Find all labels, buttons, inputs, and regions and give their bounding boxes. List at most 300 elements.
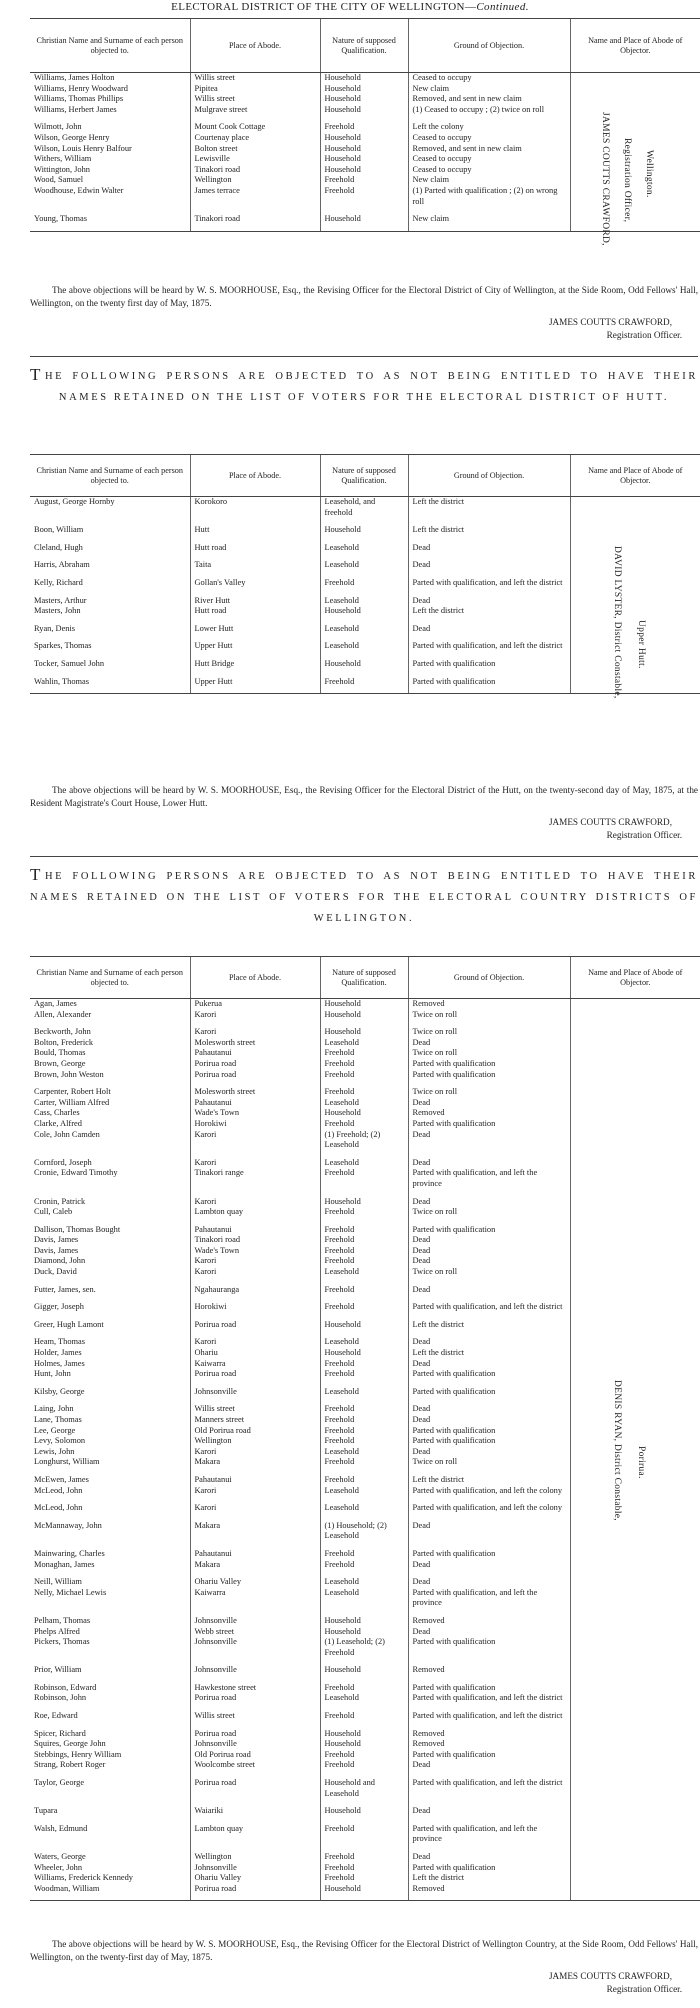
place-of-abode: Woolcombe street: [190, 1760, 320, 1771]
ground-of-objection: Twice on roll: [408, 1048, 570, 1059]
qualification: Household: [320, 1313, 408, 1331]
objector-cell: [570, 186, 700, 207]
objector-cell: [570, 1658, 700, 1676]
ground-of-objection: Parted with qualification, and left the colony: [408, 1496, 570, 1514]
hutt-signature-name: JAMES COUTTS CRAWFORD,: [548, 817, 672, 827]
col-header-ground: Ground of Objection.: [408, 957, 570, 999]
ground-of-objection: Dead: [408, 1415, 570, 1426]
ground-of-objection: Parted with qualification: [408, 670, 570, 694]
table-row: [30, 1468, 700, 1486]
qualification: Leasehold: [320, 1267, 408, 1278]
person-name: Heam, Thomas: [34, 1337, 86, 1347]
objector-cell: [570, 1048, 700, 1059]
ground-of-objection: Parted with qualification, and left the province: [408, 1817, 570, 1845]
qualification: Household: [320, 1348, 408, 1359]
ground-of-objection: Parted with qualification: [408, 1750, 570, 1761]
qualification: Household: [320, 94, 408, 105]
qualification: Freehold: [320, 1468, 408, 1486]
person-name: Pelham, Thomas: [34, 1615, 91, 1625]
place-of-abode: Gollan's Valley: [190, 571, 320, 589]
qualification: Household: [320, 1020, 408, 1038]
country-heading: [30, 866, 698, 929]
qualification: (1) Freehold; (2) Leasehold: [320, 1130, 408, 1151]
ground-of-objection: Dead: [408, 1560, 570, 1571]
objector-cell: [570, 1750, 700, 1761]
place-of-abode: Webb street: [190, 1627, 320, 1638]
objector-cell: [570, 1130, 700, 1151]
table-row: [30, 1457, 700, 1468]
hutt-objections-table: [30, 454, 700, 694]
ground-of-objection: Ceased to occupy: [408, 154, 570, 165]
place-of-abode: Willis street: [190, 94, 320, 105]
table-row: [30, 1059, 700, 1070]
objector-cell: [570, 1704, 700, 1722]
table-row: [30, 1048, 700, 1059]
place-of-abode: Pahautanui: [190, 1542, 320, 1560]
ground-of-objection: Dead: [408, 1627, 570, 1638]
objector-cell: [570, 1588, 700, 1609]
place-of-abode: Pahautanui: [190, 1098, 320, 1109]
ground-of-objection: Twice on roll: [408, 1010, 570, 1021]
objector-cell: [570, 1415, 700, 1426]
person-name: Williams, Thomas Phillips: [34, 94, 124, 104]
ground-of-objection: Dead: [408, 1246, 570, 1257]
place-of-abode: Hutt Bridge: [190, 652, 320, 670]
ground-of-objection: Parted with qualification, and left the district: [408, 571, 570, 589]
qualification: Leasehold: [320, 1693, 408, 1704]
ground-of-objection: Parted with qualification, and left the district: [408, 1771, 570, 1799]
table-row: [30, 1514, 700, 1542]
place-of-abode: Ngahauranga: [190, 1278, 320, 1296]
place-of-abode: Korokoro: [190, 497, 320, 519]
place-of-abode: Lower Hutt: [190, 617, 320, 635]
ground-of-objection: Parted with qualification: [408, 1380, 570, 1398]
table-row: [30, 1496, 700, 1514]
ground-of-objection: Dead: [408, 1570, 570, 1588]
place-of-abode: Makara: [190, 1560, 320, 1571]
person-name: Brown, George: [34, 1058, 86, 1068]
place-of-abode: Wade's Town: [190, 1108, 320, 1119]
place-of-abode: River Hutt: [190, 589, 320, 607]
objector-cell: [570, 1359, 700, 1370]
ground-of-objection: Parted with qualification, and left the district: [408, 1693, 570, 1704]
table-row: [30, 1426, 700, 1437]
ground-of-objection: Dead: [408, 1190, 570, 1208]
place-of-abode: Old Porirua road: [190, 1750, 320, 1761]
qualification: Freehold: [320, 670, 408, 694]
city-signature-title: Registration Officer.: [606, 330, 682, 340]
table-row: [30, 999, 700, 1010]
objector-cell: [570, 94, 700, 105]
ground-of-objection: Dead: [408, 617, 570, 635]
person-name: Allen, Alexander: [34, 1009, 92, 1019]
person-name: Wahlin, Thomas: [30, 670, 190, 694]
objector-cell: [570, 1627, 700, 1638]
objector-cell: [570, 165, 700, 176]
objector-cell: [570, 1380, 700, 1398]
ground-of-objection: Removed: [408, 1108, 570, 1119]
person-name: Cleland, Hugh: [34, 542, 83, 552]
person-name: Squires, George John: [34, 1739, 106, 1749]
table-row: [30, 1020, 700, 1038]
ground-of-objection: Removed, and sent in new claim: [408, 94, 570, 105]
objector-cell: [570, 1369, 700, 1380]
objector-cell: [570, 518, 700, 536]
qualification: Household: [320, 207, 408, 231]
table-row: [30, 1256, 700, 1267]
person-name: August, George Hornby: [34, 497, 115, 506]
objector-cell: [570, 1799, 700, 1817]
place-of-abode: Hawkestone street: [190, 1676, 320, 1694]
qualification: Leasehold: [320, 617, 408, 635]
table-row: [30, 1359, 700, 1370]
ground-of-objection: Removed: [408, 999, 570, 1010]
objector-cell: [570, 1739, 700, 1750]
place-of-abode: Karori: [190, 1010, 320, 1021]
qualification: Freehold: [320, 1070, 408, 1081]
country-signature-name: JAMES COUTTS CRAWFORD,: [548, 1971, 672, 1981]
objector-cell: [570, 1457, 700, 1468]
objector-cell: [570, 154, 700, 165]
table-row: [30, 1722, 700, 1740]
table-row: [30, 1108, 700, 1119]
person-name: Robinson, Edward: [34, 1682, 97, 1692]
objector-cell: [570, 1397, 700, 1415]
table-row: [30, 652, 700, 670]
objector-cell: [570, 144, 700, 155]
qualification: Leasehold: [320, 1570, 408, 1588]
qualification: Freehold: [320, 1119, 408, 1130]
col-header-abode: Place of Abode.: [190, 957, 320, 999]
qualification: Freehold: [320, 115, 408, 133]
person-name: Mainwaring, Charles: [34, 1548, 105, 1558]
person-name: Tocker, Samuel John: [34, 658, 105, 668]
table-row: [30, 1168, 700, 1189]
qualification: Freehold: [320, 1278, 408, 1296]
qualification: Household: [320, 999, 408, 1010]
place-of-abode: Pukerua: [190, 999, 320, 1010]
table-row: [30, 1348, 700, 1359]
person-name: Stebbings, Henry William: [34, 1749, 122, 1759]
objector-cell: [570, 115, 700, 133]
ground-of-objection: Parted with qualification, and left the district: [408, 1704, 570, 1722]
qualification: Freehold: [320, 1246, 408, 1257]
place-of-abode: Hutt: [190, 518, 320, 536]
place-of-abode: Johnsonville: [190, 1658, 320, 1676]
place-of-abode: Karori: [190, 1190, 320, 1208]
place-of-abode: Johnsonville: [190, 1863, 320, 1874]
qualification: Freehold: [320, 1235, 408, 1246]
table-row: [30, 670, 700, 694]
qualification: Household: [320, 1658, 408, 1676]
person-name: Levy, Solomon: [34, 1436, 86, 1446]
objector-cell: [570, 571, 700, 589]
section-divider: [30, 856, 698, 857]
table-row: [30, 1750, 700, 1761]
objector-cell: [570, 1168, 700, 1189]
ground-of-objection: Dead: [408, 1799, 570, 1817]
ground-of-objection: Parted with qualification: [408, 652, 570, 670]
ground-of-objection: Left the district: [408, 1313, 570, 1331]
qualification: Household and Leasehold: [320, 1771, 408, 1799]
qualification: Leasehold: [320, 1098, 408, 1109]
place-of-abode: Willis street: [190, 73, 320, 84]
ground-of-objection: Dead: [408, 1330, 570, 1348]
objector-cell: [570, 1207, 700, 1218]
ground-of-objection: Parted with qualification: [408, 1369, 570, 1380]
ground-of-objection: Twice on roll: [408, 1207, 570, 1218]
objector-cell: [570, 1570, 700, 1588]
ground-of-objection: Dead: [408, 536, 570, 554]
person-name: Neill, William: [34, 1577, 82, 1587]
qualification: Household: [320, 165, 408, 176]
ground-of-objection: Left the district: [408, 1468, 570, 1486]
col-header-objector: Name and Place of Abode of Objector.: [570, 455, 700, 497]
person-name: Williams, Frederick Kennedy: [34, 1873, 133, 1883]
table-row: [30, 94, 700, 105]
objector-cell: [570, 1609, 700, 1627]
person-name: Cornford, Joseph: [34, 1157, 92, 1167]
place-of-abode: Mount Cook Cottage: [190, 115, 320, 133]
person-name: Waters, George: [34, 1852, 86, 1861]
hutt-heading-text: HE FOLLOWING PERSONS ARE OBJECTED TO AS NOT BEING ENTITLED TO HAVE THEIR NAMES RETAINED ON THE LIST OF VOTERS FOR THE ELECTORAL DISTRICT OF HUTT.: [44, 371, 698, 403]
objector-cell: [570, 1468, 700, 1486]
person-name: Nelly, Michael Lewis: [34, 1587, 107, 1597]
ground-of-objection: Ceased to occupy: [408, 133, 570, 144]
person-name: Diamond, John: [34, 1256, 86, 1266]
ground-of-objection: Dead: [408, 1397, 570, 1415]
person-name: Williams, Henry Woodward: [34, 83, 128, 93]
table-row: [30, 1010, 700, 1021]
ground-of-objection: Dead: [408, 1130, 570, 1151]
col-header-ground: Ground of Objection.: [408, 19, 570, 73]
ground-of-objection: Removed, and sent in new claim: [408, 144, 570, 155]
objector-cell: [570, 497, 700, 519]
col-header-ground: Ground of Objection.: [408, 455, 570, 497]
objector-cell: [570, 1108, 700, 1119]
city-objector-name: JAMES COUTTS CRAWFORD,: [600, 112, 610, 246]
table-row: [30, 1588, 700, 1609]
person-name: Williams, James Holton: [34, 73, 115, 82]
col-header-name: Christian Name and Surname of each person objected to.: [30, 455, 190, 497]
col-header-objector: Name and Place of Abode of Objector.: [570, 19, 700, 73]
person-name: McEwen, James: [34, 1474, 89, 1484]
objector-cell: [570, 1256, 700, 1267]
hutt-signature: [548, 816, 682, 842]
objector-cell: [570, 1693, 700, 1704]
table-row: [30, 1098, 700, 1109]
table-row: [30, 1863, 700, 1874]
qualification: Freehold: [320, 1750, 408, 1761]
table-row: [30, 1190, 700, 1208]
person-name: Beckworth, John: [34, 1027, 91, 1037]
qualification: Freehold: [320, 1457, 408, 1468]
ground-of-objection: Parted with qualification: [408, 1119, 570, 1130]
place-of-abode: Ohariu Valley: [190, 1873, 320, 1884]
objector-cell: [570, 1863, 700, 1874]
objector-cell: [570, 1330, 700, 1348]
ground-of-objection: Left the district: [408, 1348, 570, 1359]
person-name: Wilson, George Henry: [34, 132, 110, 142]
hutt-heading: [30, 366, 698, 408]
person-name: Lane, Thomas: [34, 1415, 82, 1424]
qualification: Household: [320, 1884, 408, 1901]
ground-of-objection: Twice on roll: [408, 1457, 570, 1468]
city-signature-name: JAMES COUTTS CRAWFORD,: [548, 317, 672, 327]
place-of-abode: Willis street: [190, 1397, 320, 1415]
table-row: [30, 1070, 700, 1081]
person-name: Withers, William: [34, 154, 92, 164]
person-name: Walsh, Edmund: [34, 1823, 88, 1833]
ground-of-objection: Dead: [408, 1359, 570, 1370]
person-name: Wood, Samuel: [34, 175, 84, 185]
place-of-abode: Courtenay place: [190, 133, 320, 144]
objector-cell: [570, 1313, 700, 1331]
table-row: [30, 634, 700, 652]
qualification: Household: [320, 154, 408, 165]
person-name: Prior, William: [34, 1665, 82, 1675]
table-row: [30, 1486, 700, 1497]
qualification: Freehold: [320, 1168, 408, 1189]
qualification: Household: [320, 1108, 408, 1119]
person-name: Strang, Robert Roger: [34, 1760, 106, 1770]
ground-of-objection: Parted with qualification: [408, 1863, 570, 1874]
place-of-abode: Pahautanui: [190, 1218, 320, 1236]
qualification: Freehold: [320, 1873, 408, 1884]
table-row: [30, 1267, 700, 1278]
objector-cell: [570, 105, 700, 116]
person-name: Hunt, John: [34, 1369, 71, 1379]
objector-cell: [570, 1676, 700, 1694]
ground-of-objection: Left the district: [408, 606, 570, 617]
table-row: [30, 617, 700, 635]
person-name: Ryan, Denis: [34, 623, 76, 633]
qualification: Household: [320, 652, 408, 670]
place-of-abode: Bolton street: [190, 144, 320, 155]
person-name: Williams, Herbert James: [34, 104, 117, 114]
page-title: ELECTORAL DISTRICT OF THE CITY OF WELLINGTON—Continued.: [171, 1, 529, 13]
table-row: [30, 606, 700, 617]
table-row: [30, 1560, 700, 1571]
qualification: Freehold: [320, 1845, 408, 1863]
person-name: Kelly, Richard: [34, 577, 83, 587]
qualification: Household: [320, 73, 408, 84]
table-row: [30, 1704, 700, 1722]
table-row: [30, 1415, 700, 1426]
place-of-abode: Hutt road: [190, 606, 320, 617]
objector-cell: [570, 1486, 700, 1497]
person-name: Bould, Thomas: [34, 1048, 86, 1058]
city-objector-place: Wellington.: [644, 150, 654, 198]
country-hearing-note: The above objections will be heard by W. S. MOORHOUSE, Esq., the Revising Officer for the Electoral District of Wellington Country, at the Side Room, Odd Fellows' Hall, Wellington, on the twenty-first day of May, 1875.: [30, 1939, 698, 1962]
qualification: Leasehold: [320, 634, 408, 652]
qualification: Leasehold: [320, 1486, 408, 1497]
ground-of-objection: Removed: [408, 1884, 570, 1901]
place-of-abode: Karori: [190, 1267, 320, 1278]
person-name: Phelps Alfred: [34, 1626, 80, 1636]
person-name: Gigger, Joseph: [34, 1302, 84, 1312]
ground-of-objection: Parted with qualification: [408, 1218, 570, 1236]
person-name: Cass, Charles: [34, 1108, 80, 1118]
ground-of-objection: Parted with qualification: [408, 1070, 570, 1081]
table-row: [30, 1330, 700, 1348]
hutt-hearing-note: The above objections will be heard by W. S. MOORHOUSE, Esq., the Revising Officer for the Electoral District of the Hutt, on the twenty-second day of May, 1875, at the Resident Magistrate's Court House, Lower Hutt.: [30, 785, 698, 808]
ground-of-objection: Parted with qualification: [408, 1637, 570, 1658]
table-row: [30, 1295, 700, 1313]
objector-cell: [570, 1119, 700, 1130]
table-row: [30, 1637, 700, 1658]
place-of-abode: James terrace: [190, 186, 320, 207]
ground-of-objection: Twice on roll: [408, 1020, 570, 1038]
qualification: Freehold: [320, 1760, 408, 1771]
qualification: Freehold: [320, 1207, 408, 1218]
place-of-abode: Lewisville: [190, 154, 320, 165]
qualification: Freehold: [320, 1704, 408, 1722]
place-of-abode: Tinakori road: [190, 207, 320, 231]
objector-cell: [570, 175, 700, 186]
person-name: Pickers, Thomas: [34, 1637, 90, 1647]
qualification: Leasehold: [320, 1380, 408, 1398]
table-row: [30, 1627, 700, 1638]
table-row: [30, 1278, 700, 1296]
place-of-abode: Makara: [190, 1514, 320, 1542]
objector-cell: [570, 133, 700, 144]
ground-of-objection: Parted with qualification: [408, 1676, 570, 1694]
place-of-abode: Pahautanui: [190, 1048, 320, 1059]
objector-cell: [570, 1426, 700, 1437]
ground-of-objection: Removed: [408, 1609, 570, 1627]
place-of-abode: Wade's Town: [190, 1246, 320, 1257]
person-name: Clarke, Alfred: [34, 1118, 82, 1128]
ground-of-objection: Ceased to occupy: [408, 73, 570, 84]
table-row: [30, 1369, 700, 1380]
person-name: Spicer, Richard: [34, 1728, 86, 1738]
hutt-objector-name: DAVID LYSTER, District Constable,: [612, 546, 622, 699]
objector-cell: [570, 1080, 700, 1098]
person-name: Masters, Arthur: [34, 595, 87, 605]
table-row: [30, 1151, 700, 1169]
ground-of-objection: Left the district: [408, 497, 570, 519]
qualification: Freehold: [320, 1295, 408, 1313]
objector-cell: [570, 1873, 700, 1884]
ground-of-objection: Parted with qualification: [408, 1059, 570, 1070]
qualification: Leasehold: [320, 1151, 408, 1169]
person-name: Wittington, John: [34, 164, 90, 174]
place-of-abode: Old Porirua road: [190, 1426, 320, 1437]
qualification: Leasehold: [320, 1447, 408, 1458]
place-of-abode: Porirua road: [190, 1059, 320, 1070]
person-name: Cronie, Edward Timothy: [34, 1168, 118, 1178]
page-title-text: ELECTORAL DISTRICT OF THE CITY OF WELLINGTON: [171, 1, 465, 13]
qualification: (1) Household; (2) Leasehold: [320, 1514, 408, 1542]
objector-cell: [570, 1235, 700, 1246]
place-of-abode: Johnsonville: [190, 1609, 320, 1627]
place-of-abode: Porirua road: [190, 1884, 320, 1901]
country-signature: [548, 1970, 682, 1996]
ground-of-objection: Left the district: [408, 1873, 570, 1884]
table-row: [30, 589, 700, 607]
person-name: Agan, James: [34, 999, 77, 1008]
qualification: Freehold: [320, 1426, 408, 1437]
person-name: Futter, James, sen.: [34, 1284, 96, 1294]
ground-of-objection: Dead: [408, 553, 570, 571]
ground-of-objection: Dead: [408, 1038, 570, 1049]
person-name: Cole, John Camden: [34, 1129, 100, 1139]
col-header-qualification: Nature of supposed Qualification.: [320, 19, 408, 73]
place-of-abode: Tinakori road: [190, 165, 320, 176]
col-header-qualification: Nature of supposed Qualification.: [320, 957, 408, 999]
objector-cell: [570, 1059, 700, 1070]
